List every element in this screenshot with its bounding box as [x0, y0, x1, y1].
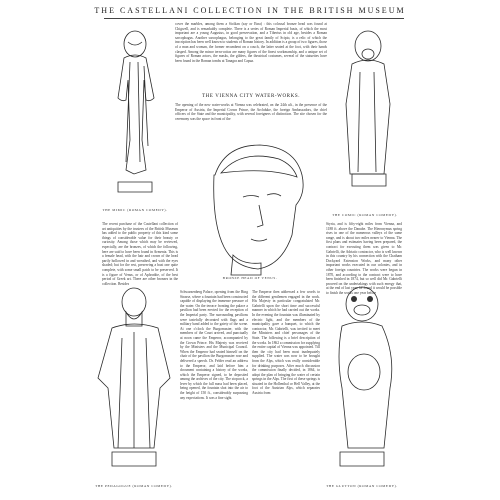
- statuette-comic-illustration: [330, 22, 400, 207]
- bottom-right-paragraph: The Emperor then addressed a few words to the different gentlemen engaged in the work. His Majesty in particular congratulated Mr. Gabrielli upon the short time and successful manner in which he had carried out the works. In the evening the fountain was illuminated by electric light, and the members of the municipality gave a banquet, to which the contractor, Mr. Gabrielli, was invited to meet the Ministers and chief personages of the State. The following is a brief description of the works. In 1862 a commission for supplying the entire capital of Vienna was appointed. Till then the city had been most inadequately supplied. The water was now to be brought from the Alps, which was really considerable for drinking purposes. After much discussion the commission finally decided, in 1864, to adopt the plan of bringing the water of certain springs in the Alps. The first of these springs is situated in the Hollenthal or Hell Valley, at the foot of the Austrian Alps, which separates Austria from: [252, 290, 320, 396]
- header-rule: [104, 18, 404, 19]
- page-header: [0, 6, 500, 15]
- caption-top-left: THE MIMIC (ROMAN COMEDY).: [102, 208, 168, 212]
- bronze-head-illustration: [185, 135, 315, 275]
- statuette-pedagogue-illustration: [92, 282, 176, 480]
- statuette-glutton-illustration: [320, 282, 404, 480]
- caption-top-right: THE COMIC (ROMAN COMEDY).: [332, 213, 398, 217]
- caption-center: BRONZE HEAD OF VENUS.: [222, 276, 278, 280]
- top-paragraph: cover the marbles, among them a Sicilian (say or Etna) : this colossal bronze head was found at Chigwell, and is remarkably complete. There is a series of Roman Imperial busts, of which the most important are a young Augustus, in good preservation, and a Tiberius in old age, besides a Roman sarcophagus. Another sarcophagus, belonging to the great family of Scipio, is a relic of which the inscription has been well known to students of Roman history. In addition is a group of two figures, those of a man and woman, the former recumbent on a couch, the latter seated at the foot, with their hands clasped. Among the minor terra-cottas are many figures of the finest workmanship, and a unique set of figures of Roman actors, the masks, the gilders, the theatrical costumes, several of the statuettes have been found in the Roman tombs at Tanagra and Capua.: [175, 22, 327, 63]
- bottom-left-paragraph: Schwarzenberg Palace, opening from the Ring Strasse, where a fountain had been constructed capable of displaying the immense pressure of the water. On the terrace fronting the palace a pavilion had been erected for the reception of the Imperial party. The surrounding pavilions were tastefully decorated with flags and a military band added to the gaiety of the scene. At one o'clock the Burgomaster, with the members of the Court arrived, and punctually at noon came the Emperor, accompanied by the Crown Prince. His Majesty was received by the Ministers and the Municipal Council. When the Emperor had seated himself on the chair of the pavilion the Burgomaster rose and delivered a speech. Dr. Felder read an address to the Emperor, and laid before him a document containing a history of the works, which the Emperor signed, to be deposited among the archives of the city. The stopcock, a lever by which the full mass had been placed, being opened, the fountain shot into the air to the height of 150 ft., considerably surpassing any expectations. It was a fine sight.: [180, 290, 248, 400]
- right-paragraph: Styria, and is fifty-eight miles from Vienna, and 1188 ft. above the Danube. The Hieronymus spring rises in one of the numerous valleys of the same range, and is about two miles nearer to Vienna. The first plans and estimates having been prepared, the contract for executing them was given to Mr. Gabrielli, the Adriatic contractor, who is well known in this country by his connection with the Chatham Dockyard Extension Works, and many other important works executed in our colonies, and in other foreign countries. The works were begun in 1870, and according to the contract were to have been finished in 1874, but so well did Mr. Gabrielli proceed on the undertakings with such energy that, at the end of last year, he found it would be possible to finish the works one year before: [326, 222, 402, 295]
- caption-bottom-left: THE PEDAGOGUE (ROMAN COMEDY).: [95, 484, 173, 488]
- caption-bottom-right: THE GLUTTON (ROMAN COMEDY).: [326, 484, 398, 488]
- vienna-headline: THE VIENNA CITY WATER-WORKS.: [201, 94, 301, 99]
- left-paragraph: The recent purchase of the Castellani collection of art antiquities by the trustees of the British Museum has added to the public property of this kind some things of considerable value for their beauty or curiosity. Among those which may be reviewed, especially, are the bronzes, of which the following, here are said to have been found in Armenia. This is a female head, with the hair and crown of the head partly hollowed in and wreathed, and with the eyes shaded; but for the rest, preserving a bust one quite complete, with some small patch to be preserved. It is a figure of Venus, or of Aphrodite, of the best period of Greek art. There are other bronzes in the collection. Besides: [102, 222, 178, 286]
- statuette-mimic-illustration: [100, 22, 170, 202]
- page-title: THE CASTELLANI COLLECTION IN THE BRITISH MUSEUM: [94, 6, 406, 15]
- vienna-paragraph: The opening of the new water-works at Vienna was celebrated, on the 24th ult., in the presence of the Emperor of Austria, the Imperial Crown Prince, the Archduke, the foreign Ambassadors, the chief officers of the State and the municipality, with several foreigners of distinction. The site chosen for the ceremony was the space in front of the: [175, 103, 327, 121]
